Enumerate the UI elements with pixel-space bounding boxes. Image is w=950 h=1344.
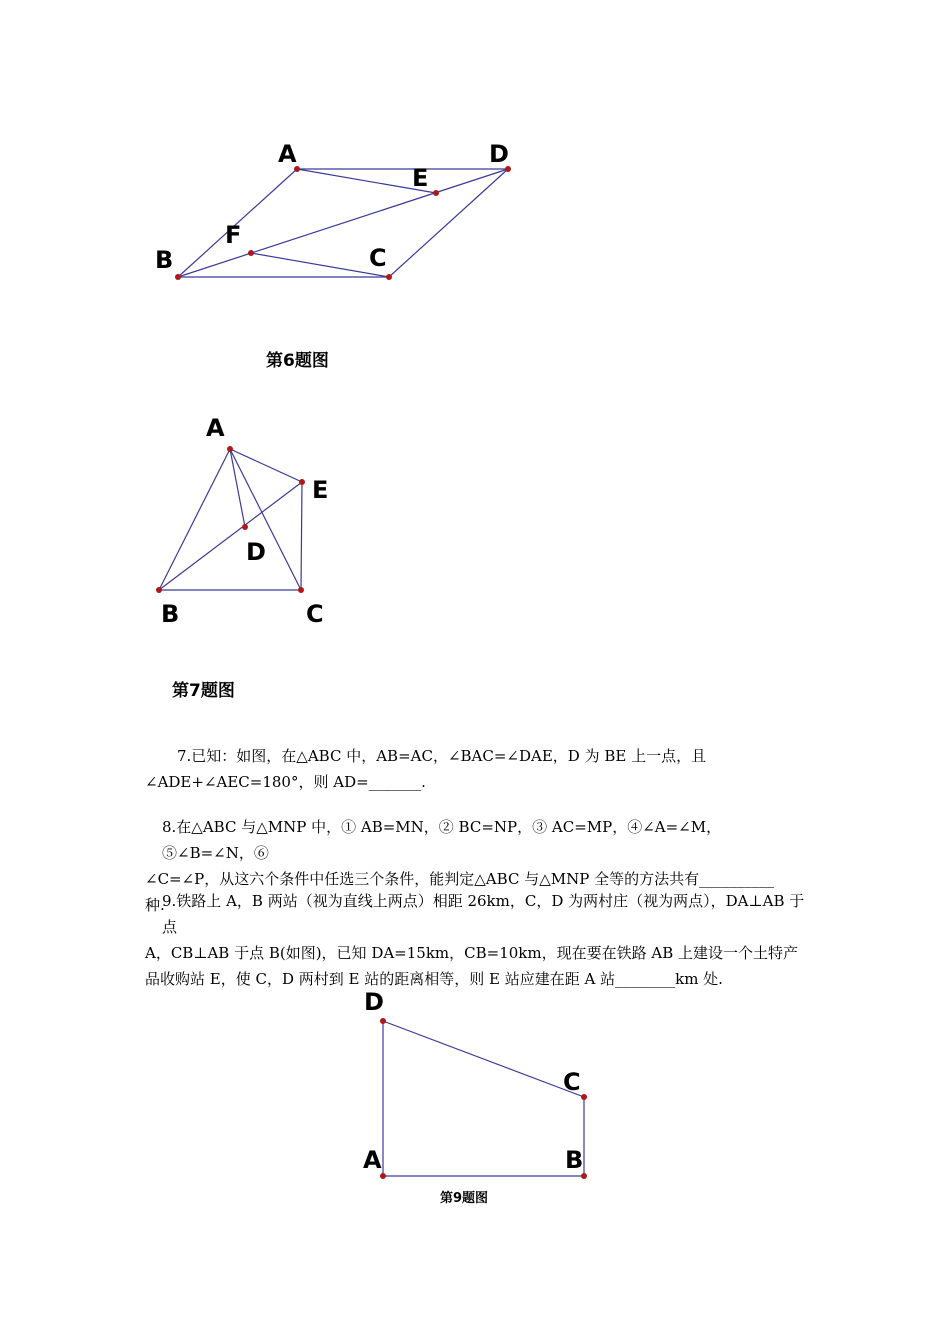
question-7-line-2: ∠ADE+∠AEC=180°，则 AD=_______. — [145, 773, 426, 791]
edge-ad — [230, 449, 245, 527]
label-f: F — [225, 221, 242, 249]
label-c: C — [563, 1068, 581, 1096]
edge-cd — [389, 169, 508, 277]
question-8-line-1: 8.在△ABC 与△MNP 中，① AB=MN，② BC=NP，③ AC=MP，④∠A=∠M，⑤∠B=∠N，⑥ — [162, 818, 722, 862]
edge-ab — [159, 449, 230, 590]
figure-7-diagram — [0, 400, 950, 640]
label-a: A — [206, 414, 225, 442]
edge-ec — [301, 482, 302, 590]
label-a: A — [278, 140, 297, 168]
edge-ae — [230, 449, 302, 482]
point-d — [380, 1018, 386, 1024]
edge-ac — [230, 449, 301, 590]
label-a: A — [363, 1146, 382, 1174]
point-f — [248, 250, 254, 256]
question-9-line-3: 品收购站 E，使 C，D 两村到 E 站的距离相等，则 E 站应建在距 A 站________km 处. — [145, 970, 723, 988]
point-c — [386, 274, 392, 280]
figure-9-diagram — [0, 980, 950, 1200]
point-b — [156, 587, 162, 593]
figure-6-diagram — [0, 0, 950, 320]
question-7 — [145, 743, 810, 795]
edge-dc — [383, 1021, 584, 1097]
label-e: E — [312, 476, 329, 504]
question-7-line-1: 7.已知：如图，在△ABC 中，AB=AC，∠BAC=∠DAE，D 为 BE 上一点，且 — [177, 747, 707, 765]
point-d — [242, 524, 248, 530]
label-d: D — [246, 538, 266, 566]
point-e — [299, 479, 305, 485]
point-e — [433, 190, 439, 196]
point-c — [581, 1094, 587, 1100]
point-b — [175, 274, 181, 280]
figure-9-caption: 第9题图 — [440, 1191, 489, 1206]
edge-be — [159, 482, 302, 590]
label-c: C — [306, 600, 324, 628]
label-b: B — [155, 246, 174, 274]
point-a — [227, 446, 233, 452]
question-9-line-2: A，CB⊥AB 于点 B(如图)，已知 DA=15km，CB=10km，现在要在铁路 AB 上建设一个土特产 — [145, 944, 799, 962]
figure-6-caption: 第6题图 — [266, 351, 329, 371]
label-b: B — [565, 1146, 584, 1174]
label-c: C — [369, 244, 387, 272]
label-e: E — [412, 164, 429, 192]
question-9 — [145, 888, 810, 992]
question-8-line-2: ∠C=∠P，从这六个条件中任选三个条件，能判定△ABC 与△MNP 全等的方法共有__________ — [145, 870, 775, 888]
question-9-line-1: 9.铁路上 A，B 两站（视为直线上两点）相距 26km，C，D 为两村庄（视为两点），DA⊥AB 于点 — [162, 892, 805, 936]
label-d: D — [489, 140, 509, 168]
label-d: D — [364, 988, 384, 1016]
label-b: B — [161, 600, 180, 628]
question-8-line-3: 种. — [145, 896, 165, 914]
point-c — [298, 587, 304, 593]
figure-7-caption: 第7题图 — [172, 681, 235, 701]
